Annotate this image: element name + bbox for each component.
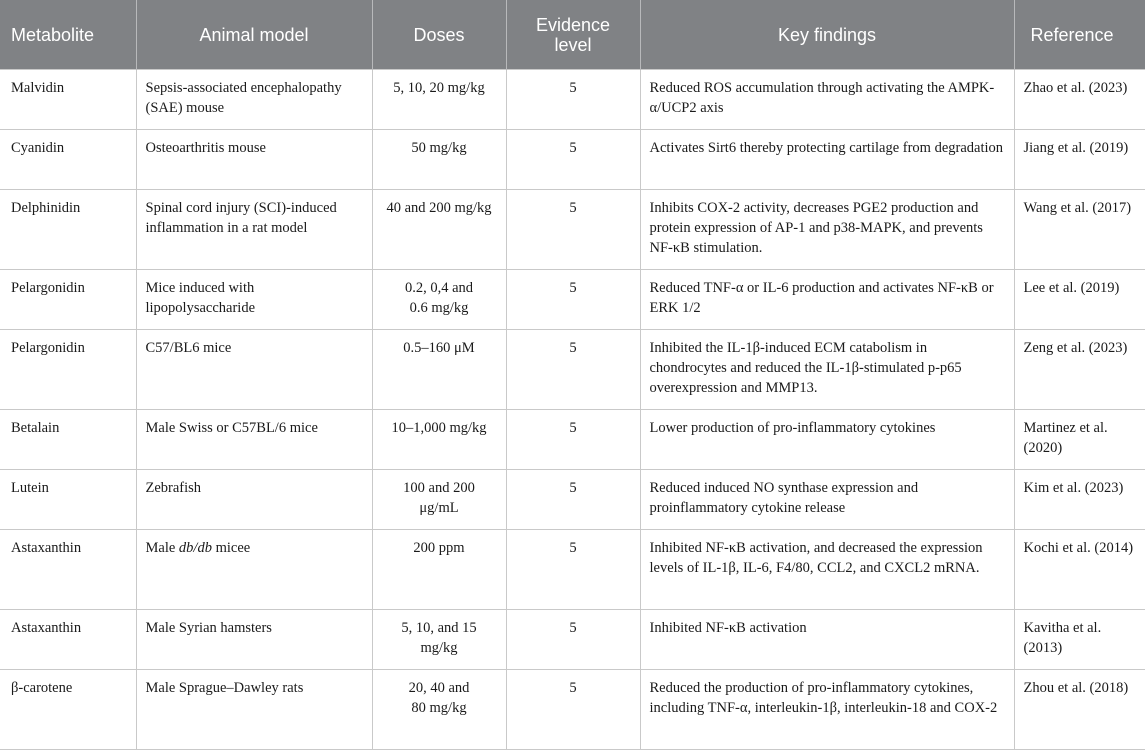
- cell-doses: 0.2, 0,4 and 0.6 mg/kg: [372, 270, 506, 330]
- cell-evidence: 5: [506, 70, 640, 130]
- cell-findings: Reduced the production of pro-inflammatory cytokines, including TNF-α, interleukin-1β, interleukin-18 and COX-2: [640, 670, 1014, 750]
- cell-reference: Zhou et al. (2018): [1014, 670, 1145, 750]
- cell-evidence: 5: [506, 610, 640, 670]
- cell-evidence: 5: [506, 270, 640, 330]
- cell-doses: 5, 10, and 15 mg/kg: [372, 610, 506, 670]
- cell-animal-model: Male Syrian hamsters: [136, 610, 372, 670]
- cell-reference: Martinez et al. (2020): [1014, 410, 1145, 470]
- cell-animal-model: Male db/db micee: [136, 530, 372, 610]
- cell-doses: 10–1,000 mg/kg: [372, 410, 506, 470]
- cell-animal-model: Spinal cord injury (SCI)-induced inflammation in a rat model: [136, 190, 372, 270]
- cell-reference: Kochi et al. (2014): [1014, 530, 1145, 610]
- cell-evidence: 5: [506, 190, 640, 270]
- cell-doses: 0.5–160 μM: [372, 330, 506, 410]
- cell-metabolite: Betalain: [0, 410, 136, 470]
- header-animal-model: Animal model: [136, 0, 372, 70]
- cell-findings: Reduced induced NO synthase expression and proinflammatory cytokine release: [640, 470, 1014, 530]
- cell-reference: Zeng et al. (2023): [1014, 330, 1145, 410]
- cell-animal-model: C57/BL6 mice: [136, 330, 372, 410]
- table-row: [0, 410, 1145, 470]
- cell-animal-model: Zebrafish: [136, 470, 372, 530]
- cell-animal-model: Sepsis-associated encephalopathy (SAE) mouse: [136, 70, 372, 130]
- table-row: [0, 670, 1145, 750]
- cell-metabolite: Pelargonidin: [0, 270, 136, 330]
- cell-metabolite: Delphinidin: [0, 190, 136, 270]
- cell-metabolite: Malvidin: [0, 70, 136, 130]
- table-row: [0, 130, 1145, 190]
- header-metabolite: Metabolite: [0, 0, 136, 70]
- cell-metabolite: Cyanidin: [0, 130, 136, 190]
- table-row: [0, 470, 1145, 530]
- cell-animal-model: Osteoarthritis mouse: [136, 130, 372, 190]
- cell-evidence: 5: [506, 130, 640, 190]
- cell-doses: 200 ppm: [372, 530, 506, 610]
- header-doses: Doses: [372, 0, 506, 70]
- cell-doses: 20, 40 and 80 mg/kg: [372, 670, 506, 750]
- cell-evidence: 5: [506, 470, 640, 530]
- cell-findings: Reduced TNF-α or IL-6 production and activates NF-κB or ERK 1/2: [640, 270, 1014, 330]
- cell-animal-model: Male Swiss or C57BL/6 mice: [136, 410, 372, 470]
- cell-metabolite: Pelargonidin: [0, 330, 136, 410]
- cell-findings: Activates Sirt6 thereby protecting cartilage from degradation: [640, 130, 1014, 190]
- cell-evidence: 5: [506, 410, 640, 470]
- cell-findings: Inhibited the IL-1β-induced ECM catabolism in chondrocytes and reduced the IL-1β-stimulated p-p65 overexpression and MMP13.: [640, 330, 1014, 410]
- cell-findings: Lower production of pro-inflammatory cytokines: [640, 410, 1014, 470]
- table-row: [0, 610, 1145, 670]
- cell-reference: Wang et al. (2017): [1014, 190, 1145, 270]
- table-body: [0, 70, 1145, 750]
- cell-findings: Reduced ROS accumulation through activating the AMPK-α/UCP2 axis: [640, 70, 1014, 130]
- cell-doses: 5, 10, 20 mg/kg: [372, 70, 506, 130]
- cell-reference: Jiang et al. (2019): [1014, 130, 1145, 190]
- header-reference: Reference: [1014, 0, 1145, 70]
- cell-findings: Inhibits COX-2 activity, decreases PGE2 production and protein expression of AP-1 and p38-MAPK, and prevents NF-κB stimulation.: [640, 190, 1014, 270]
- table-row: [0, 530, 1145, 610]
- header-key-findings: Key findings: [640, 0, 1014, 70]
- cell-metabolite: β-carotene: [0, 670, 136, 750]
- cell-metabolite: Lutein: [0, 470, 136, 530]
- cell-evidence: 5: [506, 530, 640, 610]
- table-row: [0, 190, 1145, 270]
- cell-metabolite: Astaxanthin: [0, 610, 136, 670]
- cell-reference: Kim et al. (2023): [1014, 470, 1145, 530]
- table-row: [0, 70, 1145, 130]
- table-row: [0, 270, 1145, 330]
- cell-doses: 40 and 200 mg/kg: [372, 190, 506, 270]
- table-row: [0, 330, 1145, 410]
- cell-findings: Inhibited NF-κB activation: [640, 610, 1014, 670]
- table-header: [0, 0, 1145, 70]
- header-evidence-level: Evidence level: [506, 0, 640, 70]
- cell-reference: Zhao et al. (2023): [1014, 70, 1145, 130]
- cell-evidence: 5: [506, 330, 640, 410]
- cell-animal-model: Mice induced with lipopolysaccharide: [136, 270, 372, 330]
- cell-animal-model: Male Sprague–Dawley rats: [136, 670, 372, 750]
- cell-doses: 100 and 200 μg/mL: [372, 470, 506, 530]
- cell-reference: Kavitha et al. (2013): [1014, 610, 1145, 670]
- cell-metabolite: Astaxanthin: [0, 530, 136, 610]
- cell-evidence: 5: [506, 670, 640, 750]
- cell-findings: Inhibited NF-κB activation, and decreased the expression levels of IL-1β, IL-6, F4/80, CCL2, and CXCL2 mRNA.: [640, 530, 1014, 610]
- cell-doses: 50 mg/kg: [372, 130, 506, 190]
- cell-reference: Lee et al. (2019): [1014, 270, 1145, 330]
